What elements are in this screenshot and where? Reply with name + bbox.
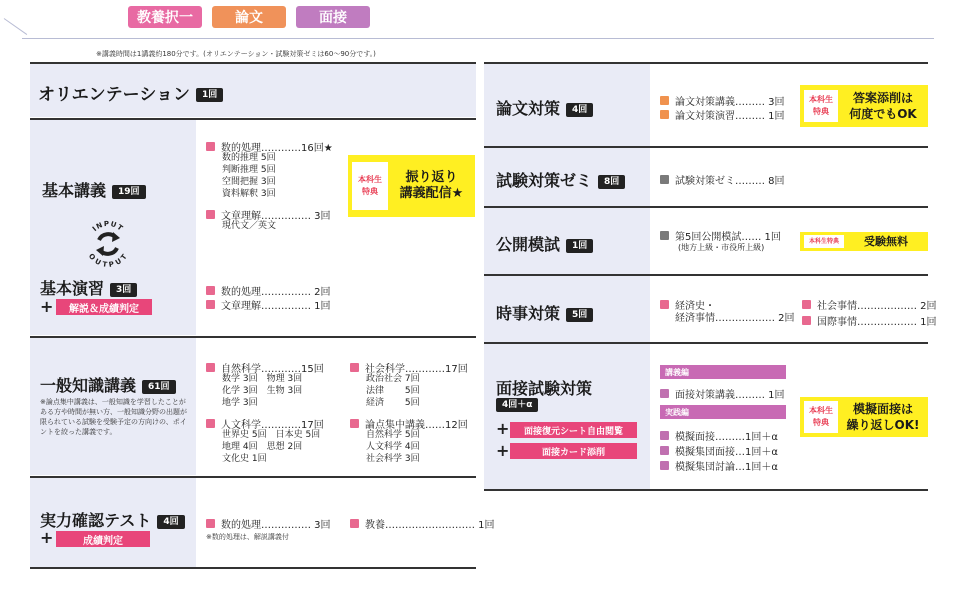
count-badge: 3回 <box>110 283 137 297</box>
list-item: 社会科学…………17回 <box>350 360 468 375</box>
sub-item: 経済 5回 <box>366 398 420 408</box>
list-item: 人文科学…………17回 <box>206 416 324 431</box>
sub-item: 経済事情……………… 2回 <box>675 313 795 324</box>
sub-item: 化学 3回 生物 3回 <box>222 386 303 396</box>
kihon-kougi-title: 基本講義 19回 <box>42 178 146 201</box>
sub-item: 政治社会 7回 <box>366 374 420 384</box>
list-item: 数的処理…………… 3回 <box>206 516 331 531</box>
tokuten-tag: 本科生 特典 <box>804 401 838 433</box>
divider <box>484 274 928 276</box>
divider <box>484 489 928 491</box>
sub-item: 地理 4回 思想 2回 <box>222 442 303 452</box>
list-item: 模擬面接………1回＋α <box>660 428 778 443</box>
header-line <box>22 38 934 39</box>
tokuten-box: 本科生 特典 模擬面接は 繰り返しOK! <box>800 397 928 437</box>
jitsuryoku-title: 実力確認テスト 4回 <box>40 508 185 531</box>
count-badge: 4回＋α <box>496 398 538 412</box>
sub-item: (地方上級・市役所上級) <box>678 243 765 252</box>
shiken-zemi-title: 試験対策ゼミ 8回 <box>496 168 625 191</box>
sub-item: 空間把握 3回 <box>222 177 276 187</box>
sub-item: 数的推理 5回 <box>222 153 276 163</box>
divider <box>30 567 476 569</box>
koukai-title: 公開模試 1回 <box>496 232 593 255</box>
list-item: 教養……………………… 1回 <box>350 516 495 531</box>
tab-ronbun[interactable]: 論文 <box>212 6 286 28</box>
list-item: 第5回公開模試…… 1回 <box>660 228 781 243</box>
tokuten-box: 本科生特典 受験無料 <box>800 232 928 251</box>
tokuten-tag: 本科生 特典 <box>804 90 838 122</box>
count-badge: 4回 <box>157 515 184 529</box>
count-badge: 1回 <box>196 88 223 102</box>
lecture-time-note: ※講義時間は1講義約180分です。(オリエンテーション・試験対策ゼミは60～90分です。) <box>96 50 376 58</box>
list-item: 自然科学…………15回 <box>206 360 324 375</box>
sub-item: 地学 3回 <box>222 398 258 408</box>
sub-item: 資料解釈 3回 <box>222 189 276 199</box>
list-item: 模擬集団討論…1回＋α <box>660 458 778 473</box>
divider <box>30 336 476 338</box>
count-badge: 8回 <box>598 175 625 189</box>
list-item: 数的処理…………16回★ <box>206 139 333 154</box>
plus-icon: + <box>496 441 510 460</box>
count-badge: 19回 <box>112 185 146 199</box>
sub-item: 文化史 1回 <box>222 454 267 464</box>
header-diagonal <box>4 18 28 35</box>
tab-mensetsu[interactable]: 面接 <box>296 6 370 28</box>
list-item: 模擬集団面接…1回＋α <box>660 443 778 458</box>
list-item: 数的処理…………… 2回 <box>206 283 331 298</box>
list-item: 試験対策ゼミ……… 8回 <box>660 172 785 187</box>
list-item: 経済史・ <box>660 297 715 312</box>
list-item: 文章理解…………… 3回 <box>206 207 331 222</box>
divider <box>484 206 928 208</box>
tokuten-tag: 本科生 特典 <box>352 162 388 210</box>
option-label: 解説＆成績判定 <box>56 299 152 315</box>
jiji-title: 時事対策 5回 <box>496 301 593 324</box>
sub-item: 自然科学 5回 <box>366 430 420 440</box>
sub-item: 社会科学 3回 <box>366 454 420 464</box>
sub-item: 法律 5回 <box>366 386 420 396</box>
ippan-note: ※論点集中講義は、一般知識を学習したことがある方や時間が無い方、一般知識分野の出題が限られている試験を受験予定の方向けの、ポイントを絞った講義です。 <box>40 398 187 436</box>
orientation-title: オリエンテーション 1回 <box>38 80 223 105</box>
sub-item: 人文科学 4回 <box>366 442 420 452</box>
mensetsu-title: 面接試験対策 <box>496 379 593 398</box>
plus-icon: + <box>40 528 54 547</box>
divider <box>484 342 928 344</box>
list-item: 文章理解…………… 1回 <box>206 297 331 312</box>
ippan-title: 一般知識講義 61回 <box>40 373 176 396</box>
count-badge: 4回 <box>566 103 593 117</box>
divider <box>30 118 476 120</box>
option-label: 面接カード添削 <box>510 443 637 459</box>
ronbun-title: 論文対策 4回 <box>496 96 593 119</box>
kihon-enshu-title: 基本演習 3回 <box>40 276 137 299</box>
svg-text:OUTPUT: OUTPUT <box>86 252 130 269</box>
list-item: 面接対策講義……… 1回 <box>660 386 785 401</box>
tab-kyouyou[interactable]: 教養択一 <box>128 6 202 28</box>
list-item: 論文対策講義……… 3回 <box>660 93 785 108</box>
divider <box>484 62 928 64</box>
svg-text:INPUT: INPUT <box>90 219 125 234</box>
tokuten-tag: 本科生特典 <box>804 235 844 248</box>
jissen-label: 実践編 <box>660 405 786 419</box>
kougi-label: 講義編 <box>660 365 786 379</box>
list-item: 論点集中講義……12回 <box>350 416 468 431</box>
list-item: 論文対策演習……… 1回 <box>660 107 785 122</box>
input-output-cycle-icon <box>80 216 136 272</box>
list-item: 国際事情……………… 1回 <box>802 313 937 328</box>
jitsuryoku-note: ※数的処理は、解説講義付 <box>206 533 289 541</box>
option-label: 面接復元シート自由閲覧 <box>510 422 637 438</box>
sub-item: 数学 3回 物理 3回 <box>222 374 303 384</box>
sub-item: 世界史 5回 日本史 5回 <box>222 430 321 440</box>
plus-icon: + <box>496 419 510 438</box>
count-badge: 1回 <box>566 239 593 253</box>
option-label: 成績判定 <box>56 531 150 547</box>
list-item: 社会事情……………… 2回 <box>802 297 937 312</box>
tokuten-box: 本科生 特典 答案添削は 何度でもOK <box>800 85 928 127</box>
plus-icon: + <box>40 297 54 316</box>
divider <box>484 146 928 148</box>
count-badge: 5回 <box>566 308 593 322</box>
divider <box>30 62 476 64</box>
tokuten-box: 本科生 特典 振り返り 講義配信★ <box>348 155 475 217</box>
sub-item: 判断推理 5回 <box>222 165 276 175</box>
divider <box>30 476 476 478</box>
count-badge: 61回 <box>142 380 176 394</box>
sub-item: 現代文／英文 <box>222 221 277 231</box>
